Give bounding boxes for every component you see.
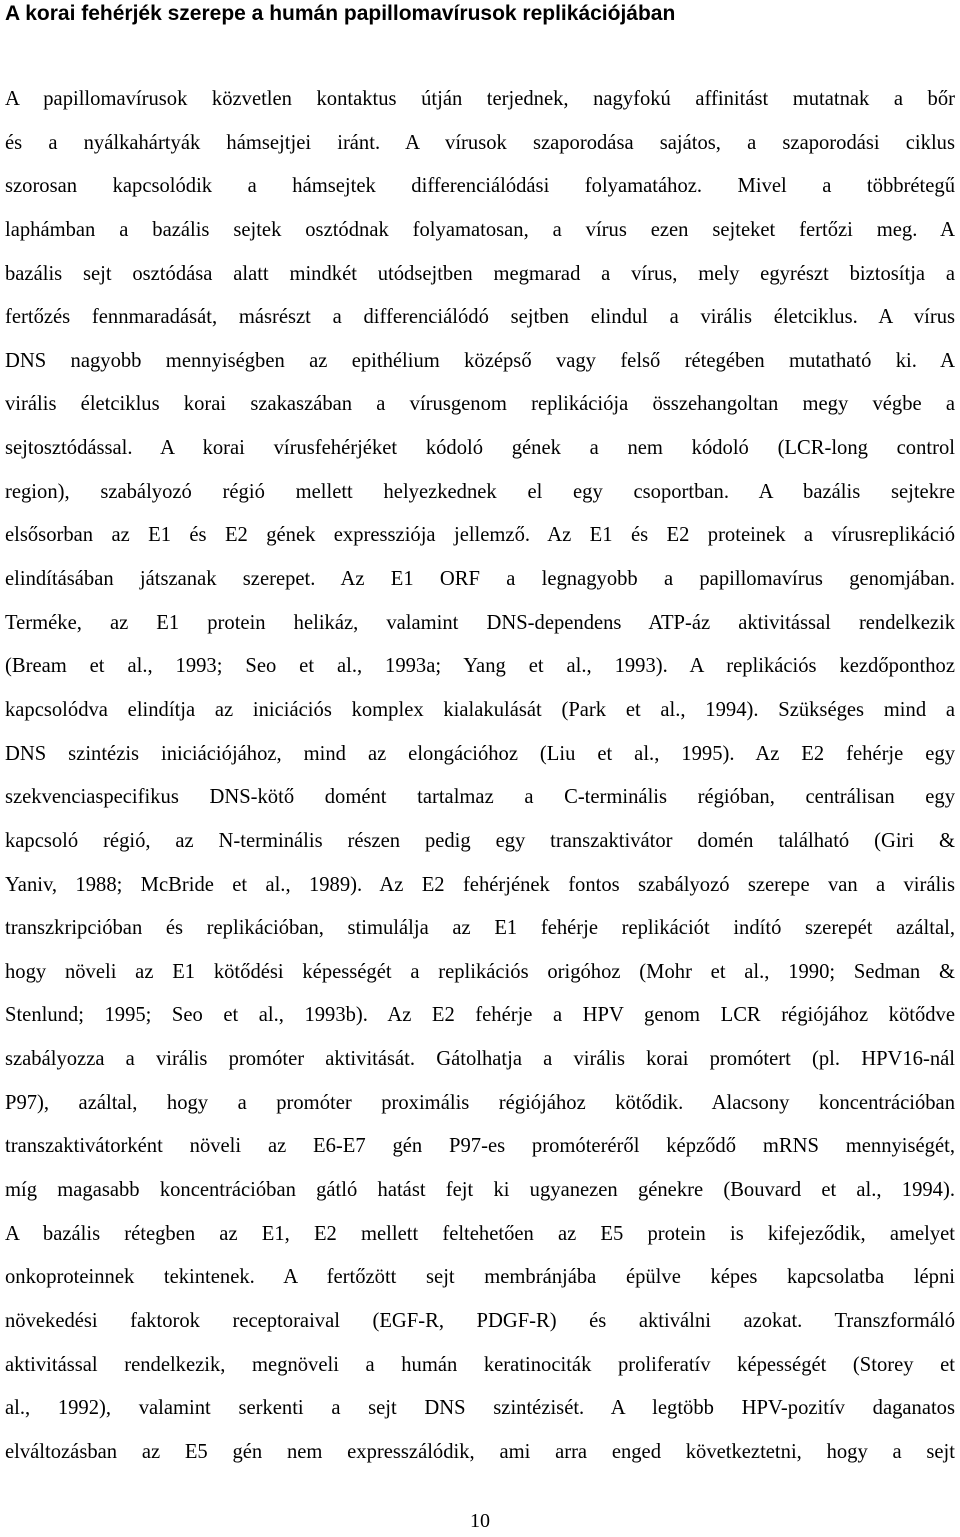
text-line: transzkripcióban és replikációban, stimulálja az E1 fehérje replikációt indító szerepét azáltal,: [5, 917, 955, 940]
text-line: A papillomavírusok közvetlen kontaktus útján terjednek, nagyfokú affinitást mutatnak a bőr: [5, 88, 955, 110]
text-line: kapcsolódva elindítja az iniciációs komplex kialakulását (Park et al., 1994). Szükséges mind a: [5, 698, 955, 721]
text-line: elsősorban az E1 és E2 gének expressziója jellemző. Az E1 és E2 proteinek a vírusreplikáció: [5, 524, 955, 547]
text-line: DNS szintézis iniciációjához, mind az elongációhoz (Liu et al., 1995). Az E2 fehérje egy: [5, 742, 955, 765]
text-line: al., 1992), valamint serkenti a sejt DNS szintézisét. A legtöbb HPV-pozitív daganatos: [5, 1397, 955, 1420]
text-line: szekvenciaspecifikus DNS-kötő domént tartalmaz a C-terminális régióban, centrálisan egy: [5, 786, 955, 809]
text-line: region), szabályozó régió mellett helyezkednek el egy csoportban. A bazális sejtekre: [5, 480, 955, 503]
text-line: bazális sejt osztódása alatt mindkét utódsejtben megmarad a vírus, mely egyrészt biztosítja a: [5, 262, 955, 285]
text-line: sejtosztódással. A korai vírusfehérjéket kódoló gének a nem kódoló (LCR-long control: [5, 437, 955, 460]
text-line: míg magasabb koncentrációban gátló hatást fejt ki ugyanezen génekre (Bouvard et al., 1994).: [5, 1179, 955, 1202]
text-line: (Bream et al., 1993; Seo et al., 1993a; Yang et al., 1993). A replikációs kezdőponthoz: [5, 655, 955, 678]
text-line: hogy növeli az E1 kötődési képességét a replikációs origóhoz (Mohr et al., 1990; Sedman &: [5, 960, 955, 983]
text-line: P97), azáltal, hogy a promóter proximális régiójához kötődik. Alacsony koncentrációban: [5, 1091, 955, 1114]
text-line: szabályozza a virális promóter aktivitását. Gátolhatja a virális korai promótert (pl. HPV16-nál: [5, 1048, 955, 1071]
body-paragraph: [5, 78, 955, 1475]
text-line: DNS nagyobb mennyiségben az epithélium középső vagy felső rétegében mutatható ki. A: [5, 349, 955, 372]
page-number: 10: [470, 1510, 490, 1532]
page-title: A korai fehérjék szerepe a humán papillomavírusok replikációjában: [5, 2, 676, 25]
text-line: aktivitással rendelkezik, megnöveli a humán keratinociták proliferatív képességét (Storey et: [5, 1353, 955, 1376]
text-line: fertőzés fennmaradását, másrészt a differenciálódó sejtben elindul a virális életciklus. A vírus: [5, 306, 955, 329]
text-line: növekedési faktorok receptoraival (EGF-R, PDGF-R) és aktiválni azokat. Transzformáló: [5, 1309, 955, 1332]
text-line: virális életciklus korai szakaszában a vírusgenom replikációja összehangoltan megy végbe a: [5, 393, 955, 416]
text-line: és a nyálkahártyák hámsejtjei iránt. A vírusok szaporodása sajátos, a szaporodási ciklus: [5, 131, 955, 154]
text-line: Yaniv, 1988; McBride et al., 1989). Az E2 fehérjének fontos szabályozó szerepe van a virális: [5, 873, 955, 896]
text-line: transzaktivátorként növeli az E6-E7 gén P97-es promóteréről képződő mRNS mennyiségét,: [5, 1135, 955, 1158]
text-line: szorosan kapcsolódik a hámsejtek differenciálódási folyamatához. Mivel a többrétegű: [5, 175, 955, 198]
text-line: onkoproteinnek tekintenek. A fertőzött sejt membránjába épülve képes kapcsolatba lépni: [5, 1266, 955, 1289]
text-line: Terméke, az E1 protein helikáz, valamint DNS-dependens ATP-áz aktivitással rendelkezik: [5, 611, 955, 634]
text-line: A bazális rétegben az E1, E2 mellett feltehetően az E5 protein is kifejeződik, amelyet: [5, 1222, 955, 1245]
text-line: laphámban a bazális sejtek osztódnak folyamatosan, a vírus ezen sejteket fertőzi meg. A: [5, 218, 955, 241]
text-line: elváltozásban az E5 gén nem expresszálódik, ami arra enged következtetni, hogy a sejt: [5, 1440, 955, 1463]
text-line: kapcsoló régió, az N-terminális részen pedig egy transzaktivátor domén található (Giri &: [5, 829, 955, 852]
text-line: Stenlund; 1995; Seo et al., 1993b). Az E2 fehérje a HPV genom LCR régiójához kötődve: [5, 1004, 955, 1027]
text-line: elindításában játszanak szerepet. Az E1 ORF a legnagyobb a papillomavírus genomjában.: [5, 568, 955, 591]
